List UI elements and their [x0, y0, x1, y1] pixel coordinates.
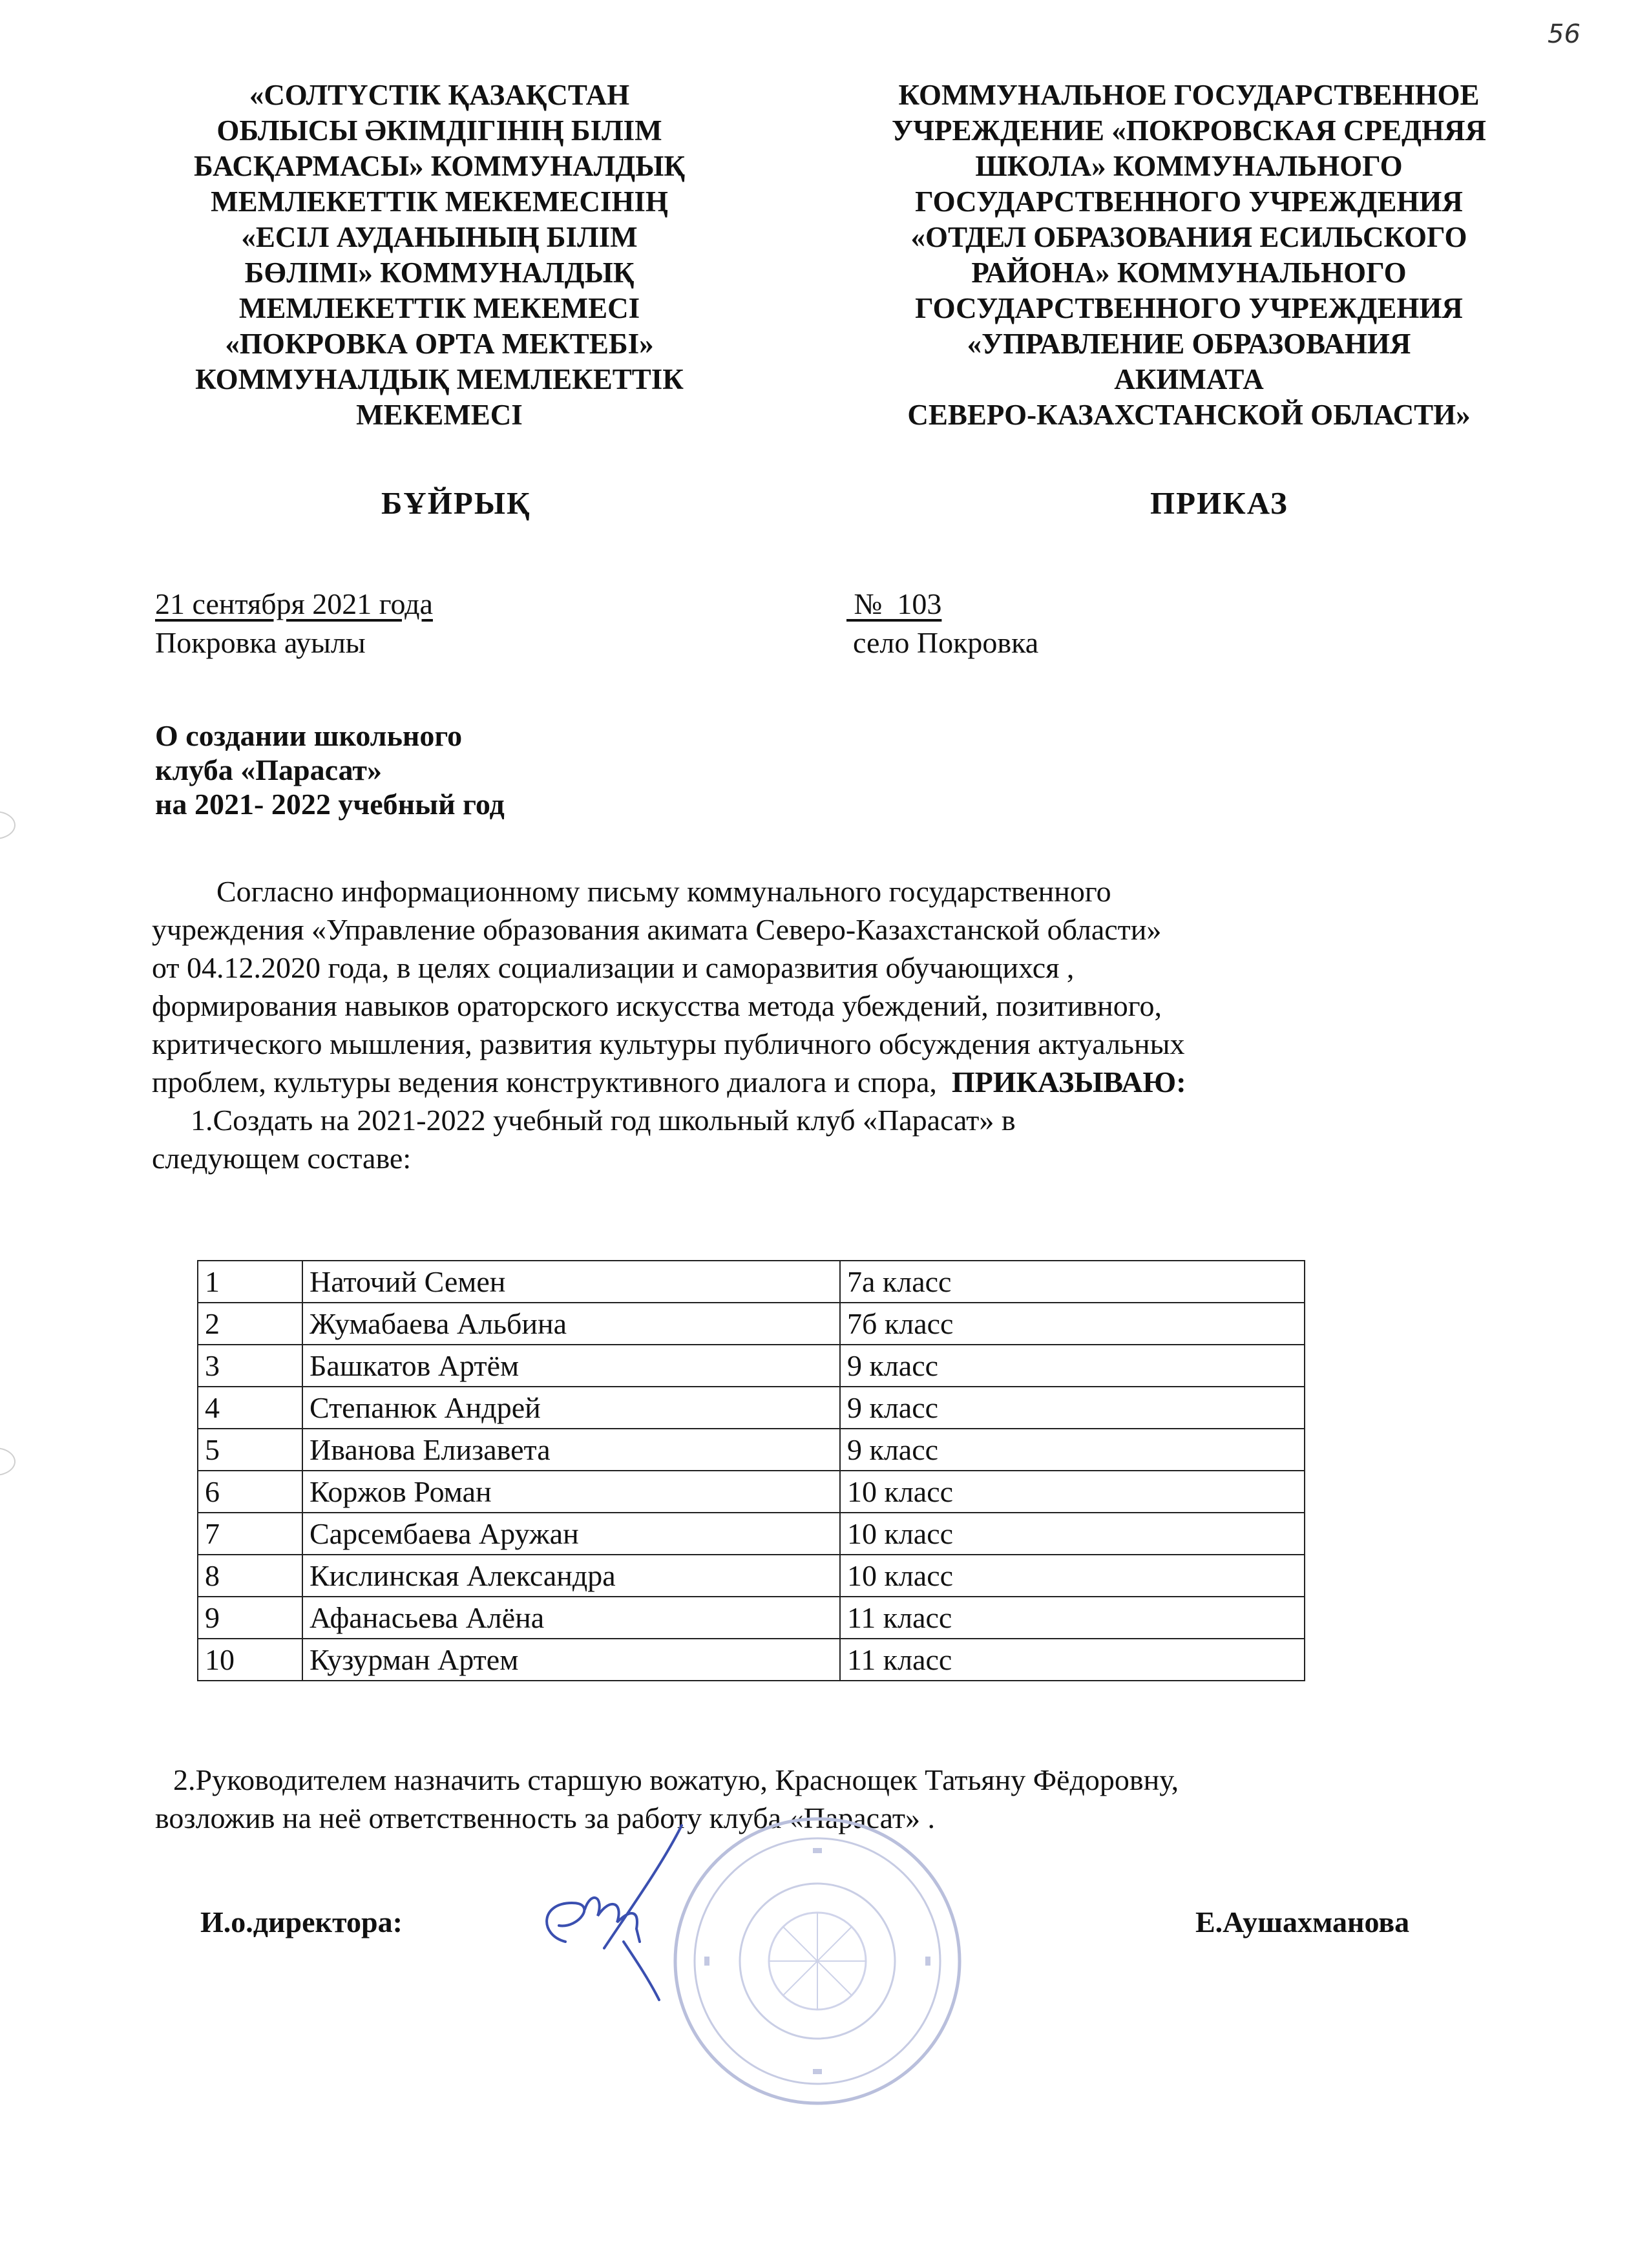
- member-number: 5: [198, 1429, 302, 1471]
- order-date: 21 сентября 2021 года: [155, 587, 433, 620]
- left-header-line: БӨЛІМІ» КОММУНАЛДЫҚ: [244, 257, 635, 289]
- member-row: [198, 1303, 1305, 1345]
- member-grade: 11 класс: [840, 1639, 1305, 1681]
- member-row: [198, 1429, 1305, 1471]
- preamble-line: Согласно информационному письму коммунального государственного: [216, 875, 1111, 908]
- left-header-line: БАСҚАРМАСЫ» КОММУНАЛДЫҚ: [193, 150, 686, 182]
- right-header-line: КОММУНАЛЬНОЕ ГОСУДАРСТВЕННОЕ: [898, 79, 1480, 111]
- place-ru: село Покровка: [853, 626, 1039, 659]
- members-table: [197, 1260, 1305, 1681]
- member-row: [198, 1597, 1305, 1639]
- member-number: 6: [198, 1471, 302, 1513]
- left-header-line: МЕМЛЕКЕТТІК МЕКЕМЕСІ: [238, 292, 640, 324]
- point2-line: возложив на неё ответственность за работу клуба «Парасат» .: [155, 1801, 935, 1834]
- member-grade: 7а класс: [840, 1261, 1305, 1303]
- member-number: 2: [198, 1303, 302, 1345]
- right-header-line: «УПРАВЛЕНИЕ ОБРАЗОВАНИЯ: [967, 328, 1411, 360]
- subject-line: О создании школьного: [155, 719, 463, 752]
- member-row: [198, 1345, 1305, 1387]
- page-number: 56: [1548, 19, 1581, 49]
- member-row: [198, 1555, 1305, 1597]
- right-header-line: УЧРЕЖДЕНИЕ «ПОКРОВСКАЯ СРЕДНЯЯ: [892, 114, 1486, 147]
- punch-hole-mark: [0, 1447, 16, 1476]
- member-number: 7: [198, 1513, 302, 1555]
- member-number: 8: [198, 1555, 302, 1597]
- member-grade: 11 класс: [840, 1597, 1305, 1639]
- punch-hole-mark: [0, 811, 16, 839]
- preamble-line: учреждения «Управление образования акимата Северо-Казахстанской области»: [152, 913, 1162, 946]
- point1-line: следующем составе:: [152, 1142, 412, 1175]
- right-header-line: РАЙОНА» КОММУНАЛЬНОГО: [971, 257, 1407, 289]
- member-grade: 9 класс: [840, 1345, 1305, 1387]
- official-seal: [666, 1809, 969, 2113]
- member-grade: 10 класс: [840, 1471, 1305, 1513]
- left-header-line: КОММУНАЛДЫҚ МЕМЛЕКЕТТІК: [195, 363, 684, 395]
- member-number: 10: [198, 1639, 302, 1681]
- member-name: Кислинская Александра: [302, 1555, 840, 1597]
- doc-type-kz: БҰЙРЫҚ: [381, 485, 531, 521]
- member-number: 9: [198, 1597, 302, 1639]
- left-header-line: «ЕСІЛ АУДАНЫНЫҢ БІЛІМ: [241, 221, 638, 253]
- preamble-line: проблем, культуры ведения конструктивного диалога и спора,: [152, 1066, 937, 1098]
- place-kz: Покровка ауылы: [155, 626, 366, 659]
- left-header-line: «СОЛТҮСТІК ҚАЗАҚСТАН: [249, 79, 630, 111]
- member-grade: 9 класс: [840, 1387, 1305, 1429]
- order-number: № 103: [846, 587, 942, 620]
- member-name: Башкатов Артём: [302, 1345, 840, 1387]
- member-number: 1: [198, 1261, 302, 1303]
- member-grade: 10 класс: [840, 1555, 1305, 1597]
- subject-line: на 2021- 2022 учебный год: [155, 788, 505, 821]
- member-row: [198, 1387, 1305, 1429]
- member-row: [198, 1471, 1305, 1513]
- member-number: 4: [198, 1387, 302, 1429]
- right-header-line: ГОСУДАРСТВЕННОГО УЧРЕЖДЕНИЯ: [915, 292, 1463, 324]
- right-header-line: «ОТДЕЛ ОБРАЗОВАНИЯ ЕСИЛЬСКОГО: [910, 221, 1467, 253]
- preamble-last-line: [152, 1063, 1186, 1101]
- order-word: ПРИКАЗЫВАЮ:: [951, 1066, 1186, 1098]
- doc-type-ru: ПРИКАЗ: [1150, 485, 1288, 521]
- member-grade: 10 класс: [840, 1513, 1305, 1555]
- member-name: Иванова Елизавета: [302, 1429, 840, 1471]
- point1-line: 1.Создать на 2021-2022 учебный год школьный клуб «Парасат» в: [191, 1104, 1016, 1137]
- right-header-line: ГОСУДАРСТВЕННОГО УЧРЕЖДЕНИЯ: [915, 185, 1463, 218]
- preamble-line: критического мышления, развития культуры публичного обсуждения актуальных: [152, 1027, 1185, 1060]
- signature-name: Е.Аушахманова: [1195, 1906, 1410, 1938]
- order-subject: [155, 719, 505, 821]
- preamble-line: от 04.12.2020 года, в целях социализации и саморазвития обучающихся ,: [152, 951, 1075, 984]
- member-row: [198, 1261, 1305, 1303]
- preamble-line: формирования навыков ораторского искусства метода убеждений, позитивного,: [152, 989, 1162, 1022]
- subject-line: клуба «Парасат»: [155, 753, 382, 786]
- left-header-line: МЕМЛЕКЕТТІК МЕКЕМЕСІНІҢ: [211, 185, 668, 218]
- right-header-line: СЕВЕРО-КАЗАХСТАНСКОЙ ОБЛАСТИ»: [907, 399, 1471, 431]
- right-header-line: АКИМАТА: [1114, 363, 1264, 395]
- member-grade: 7б класс: [840, 1303, 1305, 1345]
- left-header-line: ОБЛЫСЫ ӘКІМДІГІНІҢ БІЛІМ: [216, 114, 662, 147]
- member-row: [198, 1639, 1305, 1681]
- member-name: Наточий Семен: [302, 1261, 840, 1303]
- signature-position: И.о.директора:: [200, 1906, 403, 1938]
- left-header-line: МЕКЕМЕСІ: [356, 399, 523, 431]
- right-header: [834, 78, 1544, 433]
- left-header-line: «ПОКРОВКА ОРТА МЕКТЕБІ»: [225, 328, 654, 360]
- member-number: 3: [198, 1345, 302, 1387]
- member-name: Кузурман Артем: [302, 1639, 840, 1681]
- member-grade: 9 класс: [840, 1429, 1305, 1471]
- member-name: Жумабаева Альбина: [302, 1303, 840, 1345]
- member-row: [198, 1513, 1305, 1555]
- members-table-body: [198, 1261, 1305, 1681]
- member-name: Сарсембаева Аружан: [302, 1513, 840, 1555]
- right-header-line: ШКОЛА» КОММУНАЛЬНОГО: [975, 150, 1403, 182]
- left-header: [142, 78, 737, 433]
- member-name: Афанасьева Алёна: [302, 1597, 840, 1639]
- member-name: Степанюк Андрей: [302, 1387, 840, 1429]
- member-name: Коржов Роман: [302, 1471, 840, 1513]
- point2-line: 2.Руководителем назначить старшую вожатую, Краснощек Татьяну Фёдоровну,: [173, 1763, 1179, 1796]
